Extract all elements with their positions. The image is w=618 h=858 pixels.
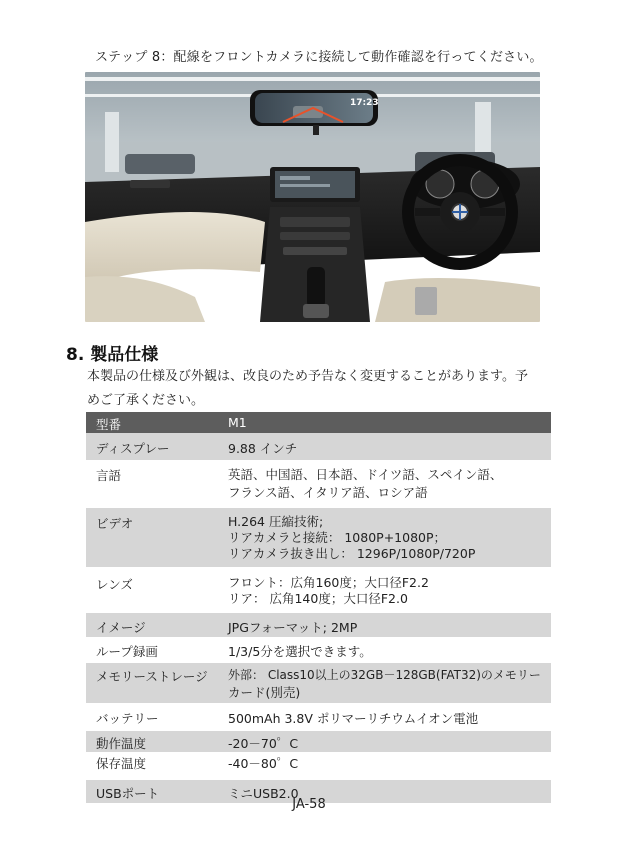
spec-value: 1/3/5分を選択できます。 — [228, 644, 372, 659]
spec-value: -40－80゜C — [228, 756, 299, 771]
spec-value: 9.88 インチ — [228, 441, 298, 456]
spec-value: カード(別売) — [228, 685, 301, 700]
spec-value: 500mAh 3.8V ポリマーリチウムイオン電池 — [228, 711, 479, 726]
spec-value: フロント：広角160度；大口径F2.2 — [228, 575, 429, 590]
spec-value: リア： 広角140度；大口径F2.0 — [228, 591, 408, 606]
spec-value: -20－70゜C — [228, 736, 299, 751]
spec-value: JPGフォーマット; 2MP — [228, 620, 358, 635]
step-caption: ステップ 8：配線をフロントカメラに接続して動作確認を行ってください。 — [95, 50, 543, 65]
spec-label: 動作温度 — [96, 736, 147, 751]
spec-row — [86, 637, 551, 663]
intro-line: めご了承ください。 — [87, 393, 205, 408]
spec-row — [86, 703, 551, 731]
spec-value: H.264 圧縮技術; — [228, 514, 324, 529]
spec-label: 型番 — [96, 417, 122, 432]
page-number: JA-58 — [292, 797, 326, 812]
spec-row — [86, 731, 551, 752]
spec-label: メモリーストレージ — [96, 669, 208, 684]
spec-label: レンズ — [96, 577, 133, 592]
spec-row — [86, 567, 551, 613]
spec-row — [86, 508, 551, 567]
spec-label: ループ録画 — [96, 644, 158, 659]
spec-label: イメージ — [96, 620, 146, 635]
intro-line: 本製品の仕様及び外観は、改良のため予告なく変更することがあります。予 — [87, 369, 528, 384]
spec-label: ディスプレー — [96, 441, 170, 456]
spec-row — [86, 412, 551, 433]
spec-row — [86, 752, 551, 780]
spec-label: バッテリー — [96, 711, 159, 726]
spec-value: フランス語、イタリア語、ロシア語 — [228, 485, 428, 500]
spec-label: 保存温度 — [96, 756, 147, 771]
section-title: 8. 製品仕様 — [66, 345, 159, 365]
spec-label: 言語 — [96, 468, 122, 483]
car-interior-photo — [85, 72, 540, 322]
spec-value: 英語、中国語、日本語、ドイツ語、スペイン語、 — [228, 467, 503, 482]
spec-row — [86, 460, 551, 508]
mirror-clock: 17:23 — [350, 98, 379, 108]
spec-row — [86, 613, 551, 637]
spec-value: 外部： Class10以上の32GB－128GB(FAT32)のメモリー — [228, 668, 541, 682]
spec-value: ミニUSB2.0 — [228, 786, 299, 801]
spec-row — [86, 433, 551, 460]
spec-row — [86, 663, 551, 703]
spec-value: リアカメラ抜き出し： 1296P/1080P/720P — [228, 546, 476, 561]
spec-value: M1 — [228, 415, 247, 430]
spec-label: USBポート — [96, 786, 160, 801]
spec-table — [86, 412, 551, 803]
spec-value: リアカメラと接続： 1080P+1080P； — [228, 530, 447, 545]
spec-label: ビデオ — [96, 516, 134, 531]
intro-paragraph — [87, 365, 557, 413]
